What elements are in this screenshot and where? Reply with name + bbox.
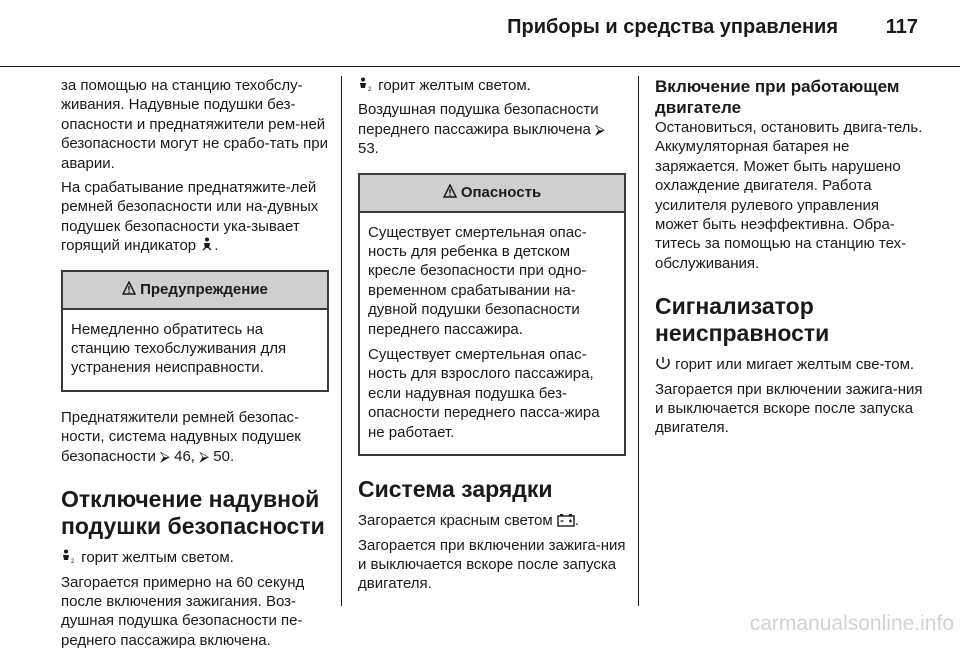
paragraph: горит или мигает желтым све-том. — [655, 355, 923, 374]
paragraph: за помощью на станцию техобслу-живания. Надувные подушки без-опасности и преднатяжители рем-ней безопасности могут не срабо-тать при аварии. — [61, 77, 328, 172]
page-header — [0, 0, 960, 66]
paragraph: Загорается красным светом . — [358, 512, 580, 530]
column-3 — [655, 76, 923, 443]
page-reference: 53. — [358, 140, 379, 158]
header-divider — [0, 66, 960, 67]
paragraph: 2 горит желтым светом. — [61, 548, 329, 567]
column-1 — [61, 76, 329, 655]
paragraph: 2 горит желтым светом. — [358, 76, 626, 95]
warning-title: Предупреждение — [140, 280, 268, 298]
airbag-on-icon — [358, 77, 374, 92]
paragraph: Преднатяжители ремней безопас-ности, система надувных подушек безопасности ⮚ 46, ⮚ 50. — [61, 408, 301, 465]
paragraph: Загорается примерно на 60 секунд после включения зажигания. Воз-душная подушка безопасности пе-реднего пассажира включена. — [61, 573, 305, 649]
page-number: 117 — [885, 16, 918, 38]
section-heading: Отключение надувной подушки безопасности — [61, 486, 325, 540]
danger-text: Существует смертельная опас-ность для взрослого пассажира, если надувная подушка без-опасности переднего пасса-жира не работает. — [368, 346, 600, 441]
reference-arrow-icon: ⮚ — [595, 120, 605, 137]
svg-text:2: 2 — [368, 87, 372, 92]
page-title: Приборы и средства управления — [507, 16, 838, 38]
danger-box-header — [360, 175, 624, 213]
danger-text: Существует смертельная опас-ность для ребенка в детском кресле безопасности при одно-временном срабатывании на-дувной подушки безопасности переднего пассажира. — [368, 223, 587, 338]
malfunction-indicator-icon — [655, 356, 671, 371]
paragraph: Загорается при включении зажига-ния и выключается вскоре после запуска двигателя. — [655, 380, 923, 437]
reference-arrow-icon: ⮚ — [160, 447, 170, 464]
column-divider — [638, 76, 639, 606]
paragraph: Остановиться, остановить двига-тель. Аккумуляторная батарея не заряжается. Может быть нарушено охлаждение двигателя. Работа усилителя рулевого управления может быть неэффективна. Обра-титесь за помощью на станцию тех-обслуживания. — [655, 119, 923, 272]
paragraph: Загорается при включении зажига-ния и выключается вскоре после запуска двигателя. — [358, 536, 626, 593]
watermark: carmanualsonline.info — [749, 612, 954, 635]
warning-box — [61, 270, 329, 392]
reference-arrow-icon: ⮚ — [199, 447, 210, 464]
danger-box — [358, 173, 626, 456]
section-heading: Сигнализатор неисправности — [655, 293, 830, 347]
column-divider — [341, 76, 342, 606]
paragraph: На срабатывание преднатяжите-лей ремней безопасности или на-дувных подушек безопасности ука-зывает горящий индикатор . — [61, 179, 319, 255]
page-reference: 50. — [213, 447, 235, 465]
page-reference: 46, — [174, 447, 195, 465]
airbag-off-icon — [61, 549, 77, 564]
battery-icon — [557, 513, 575, 527]
svg-text:2: 2 — [71, 559, 75, 565]
subheading: Включение при работающем двигателе — [655, 77, 900, 117]
column-2 — [358, 76, 626, 599]
paragraph: Воздушная подушка безопасности переднего пассажира выключена ⮚ 53. — [358, 101, 605, 158]
seatbelt-pretensioner-icon — [200, 237, 214, 252]
danger-title: Опасность — [460, 183, 542, 201]
section-heading: Система зарядки — [358, 476, 553, 503]
warning-triangle-icon — [122, 281, 136, 295]
warning-text: Немедленно обратитесь на станцию техобслуживания для устранения неисправности. — [71, 320, 287, 377]
warning-box-header — [63, 272, 327, 310]
warning-triangle-icon — [443, 184, 457, 198]
